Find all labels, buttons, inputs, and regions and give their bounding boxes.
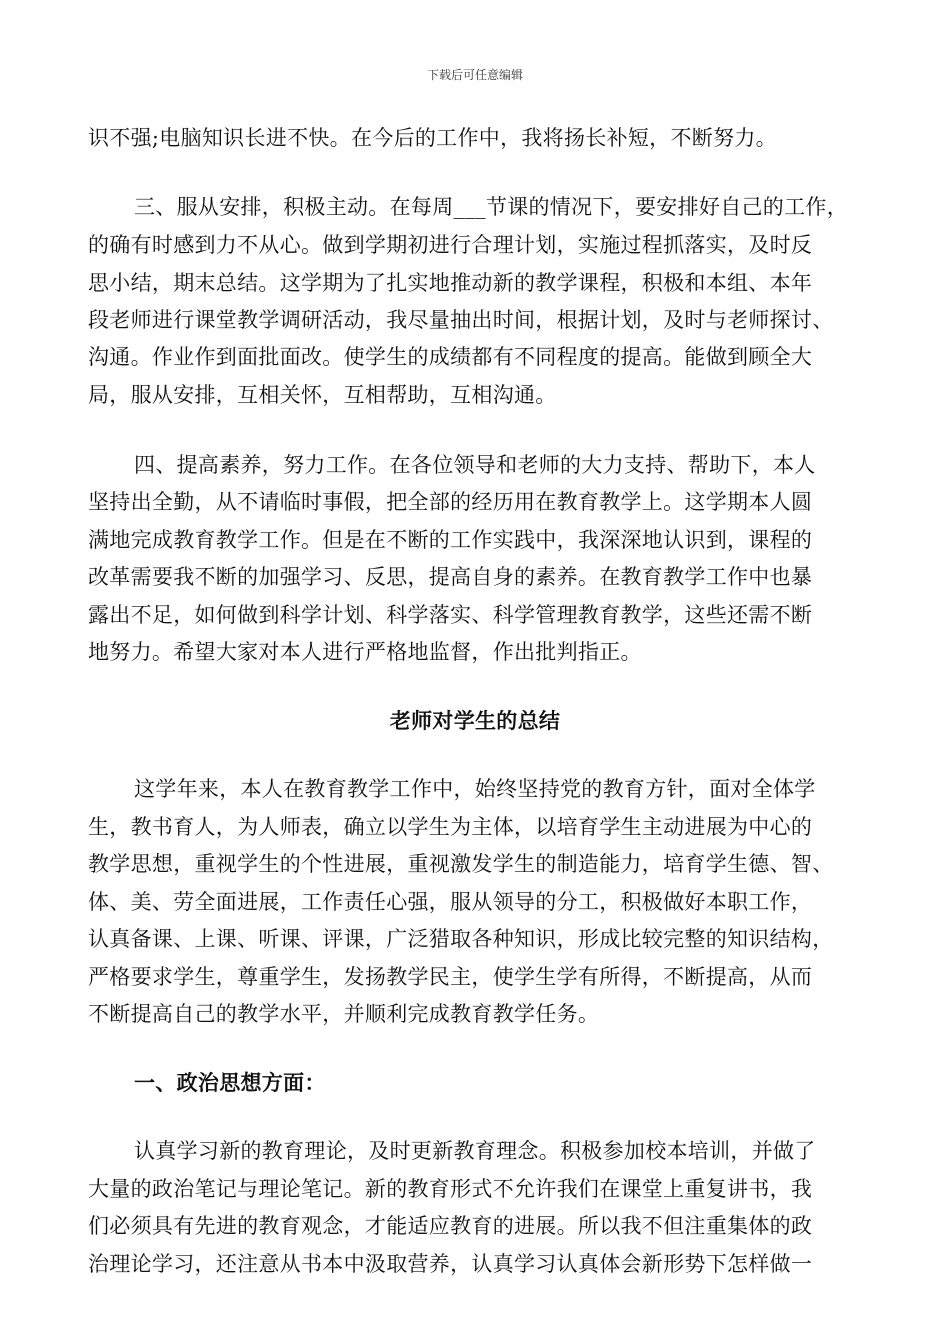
paragraph-line: 四、提高素养，努力工作。在各位领导和老师的大力支持、帮助下，本人 bbox=[134, 453, 816, 477]
paragraph-line: 这学年来，本人在教育教学工作中，始终坚持党的教育方针，面对全体学 bbox=[134, 777, 816, 801]
paragraph-line: 治理论学习，还注意从书本中汲取营养，认真学习认真体会新形势下怎样做一 bbox=[88, 1252, 813, 1276]
paragraph-line: 三、服从安排，积极主动。在每周___节课的情况下，要安排好自己的工作， bbox=[134, 195, 848, 219]
paragraph-line: 识不强;电脑知识长进不快。在今后的工作中，我将扬长补短，不断努力。 bbox=[88, 126, 777, 150]
subsection-heading: 一、政治思想方面： bbox=[134, 1070, 326, 1095]
paragraph-line: 满地完成教育教学工作。但是在不断的工作实践中，我深深地认识到，课程的 bbox=[88, 528, 813, 552]
paragraph-line: 教学思想，重视学生的个性进展，重视激发学生的制造能力，培育学生德、智、 bbox=[88, 852, 834, 876]
paragraph-line: 们必须具有先进的教育观念，才能适应教育的进展。所以我不但注重集体的政 bbox=[88, 1214, 813, 1238]
paragraph-line: 体、美、劳全面进展，工作责任心强，服从领导的分工，积极做好本职工作， bbox=[88, 890, 813, 914]
paragraph-line: 局，服从安排，互相关怀，互相帮助，互相沟通。 bbox=[88, 383, 557, 407]
paragraph-line: 的确有时感到力不从心。做到学期初进行合理计划，实施过程抓落实，及时反 bbox=[88, 233, 813, 257]
paragraph-line: 思小结，期末总结。这学期为了扎实地推动新的教学课程，积极和本组、本年 bbox=[88, 271, 813, 295]
section-title: 老师对学生的总结 bbox=[389, 708, 561, 733]
paragraph-line: 不断提高自己的教学水平，并顺利完成教育教学任务。 bbox=[88, 1002, 600, 1026]
paragraph-line: 大量的政治笔记与理论笔记。新的教育形式不允许我们在课堂上重复讲书，我 bbox=[88, 1177, 813, 1201]
paragraph-line: 严格要求学生，尊重学生，发扬教学民主，使学生学有所得，不断提高，从而 bbox=[88, 965, 813, 989]
paragraph-line: 认真学习新的教育理论，及时更新教育理念。积极参加校本培训，并做了 bbox=[134, 1139, 816, 1163]
paragraph-line: 段老师进行课堂教学调研活动，我尽量抽出时间，根据计划，及时与老师探讨、 bbox=[88, 308, 834, 332]
header-note: 下载后可任意编辑 bbox=[426, 68, 523, 82]
paragraph-line: 地努力。希望大家对本人进行严格地监督，作出批判指正。 bbox=[88, 640, 642, 664]
paragraph-line: 沟通。作业作到面批面改。使学生的成绩都有不同程度的提高。能做到顾全大 bbox=[88, 345, 813, 369]
paragraph-line: 生，教书育人，为人师表，确立以学生为主体，以培育学生主动进展为中心的 bbox=[88, 815, 813, 839]
paragraph-line: 改革需要我不断的加强学习、反思，提高自身的素养。在教育教学工作中也暴 bbox=[88, 565, 813, 589]
paragraph-line: 露出不足，如何做到科学计划、科学落实、科学管理教育教学，这些还需不断 bbox=[88, 603, 813, 627]
paragraph-line: 认真备课、上课、听课、评课，广泛猎取各种知识，形成比较完整的知识结构， bbox=[88, 927, 834, 951]
paragraph-line: 坚持出全勤，从不请临时事假，把全部的经历用在教育教学上。这学期本人圆 bbox=[88, 490, 813, 514]
